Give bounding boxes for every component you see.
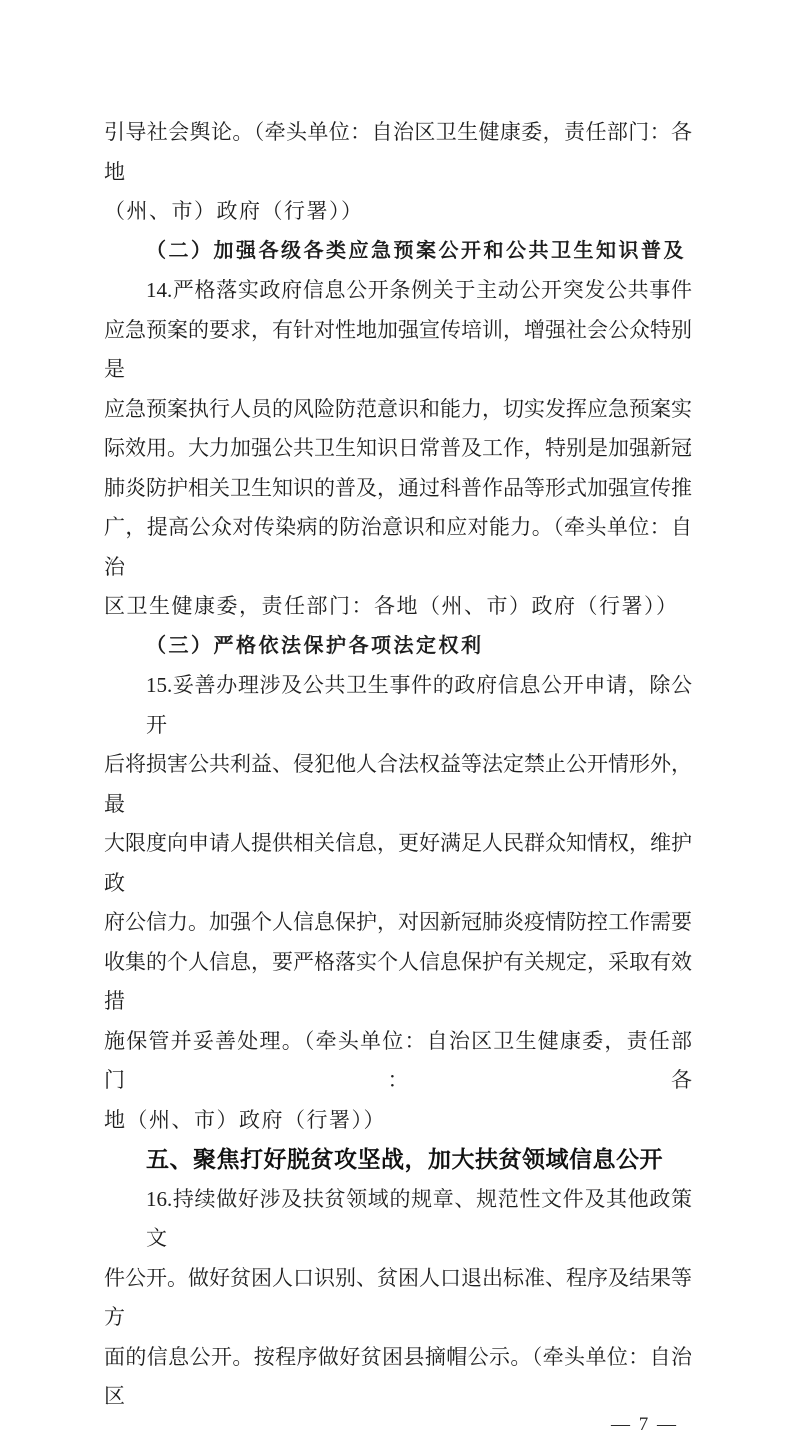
text-line: 件公开。做好贫困人口识别、贫困人口退出标准、程序及结果等方 [104, 1265, 692, 1329]
text-line: 后将损害公共利益、侵犯他人合法权益等法定禁止公开情形外，最 [104, 752, 692, 816]
text-line: 施保管并妥善处理。（牵头单位：自治区卫生健康委，责任部门：各 [104, 1028, 692, 1092]
page-number: — 7 — [611, 1413, 678, 1435]
text-line: 广，提高公众对传染病的防治意识和应对能力。（牵头单位：自治 [104, 515, 692, 579]
section-heading: 五、聚焦打好脱贫攻坚战，加大扶贫领域信息公开 [146, 1146, 663, 1172]
text-line: 肺炎防护相关卫生知识的普及，通过科普作品等形式加强宣传推 [104, 475, 692, 500]
text-line: 际效用。大力加强公共卫生知识日常普及工作，特别是加强新冠 [104, 436, 692, 460]
text-line: 收集的个人信息，要严格落实个人信息保护有关规定，采取有效措 [104, 949, 692, 1013]
section-subheading: （三）严格依法保护各项法定权利 [146, 634, 484, 657]
text-line: 14.严格落实政府信息公开条例关于主动公开突发公共事件 [146, 278, 692, 302]
text-line: 15.妥善办理涉及公共卫生事件的政府信息公开申请，除公开 [146, 673, 692, 737]
text-line: 府公信力。加强个人信息保护，对因新冠肺炎疫情防控工作需要 [104, 910, 692, 934]
text-line: （州、市）政府（行署）） [104, 199, 364, 223]
text-line: 大限度向申请人提供相关信息，更好满足人民群众知情权，维护政 [104, 831, 692, 895]
section-subheading: （二）加强各级各类应急预案公开和公共卫生知识普及 [146, 239, 686, 262]
text-line: 面的信息公开。按程序做好贫困县摘帽公示。（牵头单位：自治区 [104, 1344, 692, 1408]
text-line: 地（州、市）政府（行署）） [104, 1107, 386, 1132]
text-line: 区卫生健康委，责任部门：各地（州、市）政府（行署）） [104, 594, 679, 618]
document-body [104, 113, 692, 1433]
text-line: 16.持续做好涉及扶贫领域的规章、规范性文件及其他政策文 [146, 1186, 692, 1250]
text-line: 应急预案执行人员的风险防范意识和能力，切实发挥应急预案实 [104, 396, 692, 421]
text-line: 引导社会舆论。（牵头单位：自治区卫生健康委，责任部门：各地 [104, 120, 692, 184]
text-line: 应急预案的要求，有针对性地加强宣传培训，增强社会公众特别是 [104, 317, 692, 381]
